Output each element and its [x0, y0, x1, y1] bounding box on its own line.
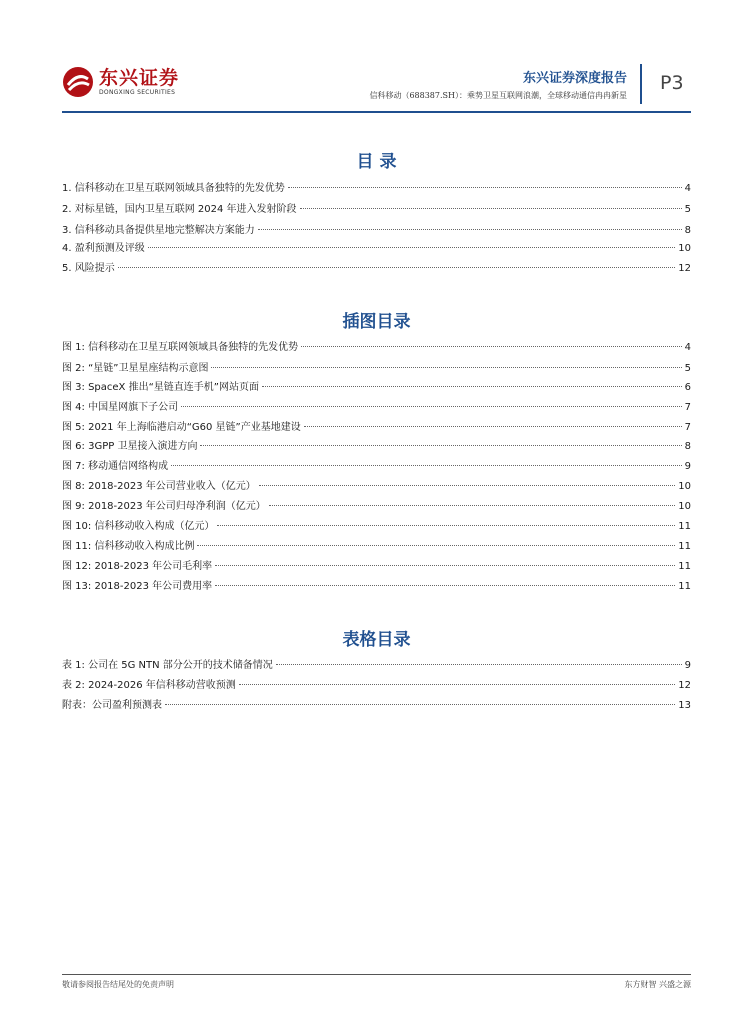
logo-name-cn: 东兴证券 — [99, 67, 180, 89]
figure-entry-page: 7 — [684, 422, 691, 433]
table-entry[interactable] — [62, 699, 691, 712]
figure-entry-label: 图 7: 移动通信网络构成 — [62, 461, 169, 472]
toc-entry-page: 5 — [684, 204, 691, 215]
leader-dots — [262, 386, 682, 387]
figure-entry-label: 图 11: 信科移动收入构成比例 — [62, 541, 195, 552]
leader-dots — [118, 267, 676, 268]
figure-entry[interactable] — [62, 520, 691, 533]
leader-dots — [217, 525, 675, 526]
leader-dots — [165, 704, 675, 705]
figure-entry[interactable] — [62, 460, 691, 473]
report-type-title: 东兴证券深度报告 — [522, 71, 627, 86]
figure-entry-label: 图 6: 3GPP 卫星接入演进方向 — [62, 441, 198, 452]
header-rule — [62, 111, 691, 113]
leader-dots — [181, 406, 682, 407]
figure-entry[interactable] — [62, 341, 691, 354]
table-entry-page: 12 — [678, 680, 691, 691]
figure-entry-label: 图 5: 2021 年上海临港启动“G60 星链”产业基地建设 — [62, 422, 301, 433]
figure-entry-page: 4 — [684, 342, 691, 353]
table-entry-label: 附表：公司盈利预测表 — [62, 700, 162, 711]
toc-entry-label: 4. 盈利预测及评级 — [62, 243, 145, 254]
figure-entry-page: 11 — [678, 561, 691, 572]
leader-dots — [301, 346, 682, 347]
figure-entry-page: 5 — [684, 363, 691, 374]
figure-entry-page: 9 — [684, 461, 691, 472]
figure-entry-page: 11 — [678, 581, 691, 592]
figure-entry-label: 图 4: 中国星网旗下子公司 — [62, 402, 179, 413]
page-number: P3 — [660, 72, 684, 94]
figure-entry[interactable] — [62, 401, 691, 414]
figure-entry-label: 图 12: 2018-2023 年公司毛利率 — [62, 561, 213, 572]
leader-dots — [269, 505, 675, 506]
figure-entry-label: 图 10: 信科移动收入构成（亿元） — [62, 521, 215, 532]
toc-entry[interactable] — [62, 262, 691, 275]
leader-dots — [276, 664, 682, 665]
figure-entry-page: 11 — [678, 521, 691, 532]
leader-dots — [300, 208, 682, 209]
toc-entry-label: 5. 风险提示 — [62, 263, 115, 274]
leader-dots — [215, 585, 675, 586]
footer-slogan: 东方财智 兴盛之源 — [624, 980, 691, 989]
toc-entry[interactable] — [62, 242, 691, 255]
toc-entry[interactable] — [62, 182, 691, 195]
figure-entry[interactable] — [62, 560, 691, 573]
toc-entry-label: 1. 信科移动在卫星互联网领域具备独特的先发优势 — [62, 183, 285, 194]
leader-dots — [288, 187, 682, 188]
table-entry[interactable] — [62, 679, 691, 692]
leader-dots — [200, 445, 681, 446]
leader-dots — [215, 565, 675, 566]
leader-dots — [197, 545, 675, 546]
figure-entry-label: 图 9: 2018-2023 年公司归母净利润（亿元） — [62, 501, 266, 512]
figure-entry-label: 图 13: 2018-2023 年公司费用率 — [62, 581, 213, 592]
leader-dots — [171, 465, 682, 466]
leader-dots — [239, 684, 675, 685]
leader-dots — [148, 247, 676, 248]
figure-entry-page: 10 — [678, 481, 691, 492]
table-entry-label: 表 2: 2024-2026 年信科移动营收预测 — [62, 680, 236, 691]
figure-entry-label: 图 1: 信科移动在卫星互联网领域具备独特的先发优势 — [62, 342, 299, 353]
figure-entry[interactable] — [62, 440, 691, 453]
figure-entry-label: 图 3: SpaceX 推出“星链直连手机”网站页面 — [62, 382, 259, 393]
figure-entry[interactable] — [62, 421, 691, 434]
figure-entry-page: 6 — [684, 382, 691, 393]
leader-dots — [258, 229, 682, 230]
figure-entry-label: 图 2: “星链”卫星星座结构示意图 — [62, 363, 209, 374]
company-logo — [62, 66, 179, 98]
header-divider-vertical — [640, 64, 642, 104]
toc-entry-page: 8 — [684, 225, 691, 236]
dongxing-logo-icon — [62, 66, 94, 98]
figure-entry[interactable] — [62, 540, 691, 553]
leader-dots — [259, 485, 675, 486]
toc-entry-page: 4 — [684, 183, 691, 194]
figure-entry-page: 7 — [684, 402, 691, 413]
toc-entry-label: 2. 对标星链，国内卫星互联网 2024 年进入发射阶段 — [62, 204, 297, 215]
table-entry-page: 9 — [684, 660, 691, 671]
table-entry-page: 13 — [678, 700, 691, 711]
figures-title: 插图目录 — [342, 312, 411, 332]
footer-rule — [62, 974, 691, 975]
figure-entry[interactable] — [62, 362, 691, 375]
toc-entry-label: 3. 信科移动具备提供星地完整解决方案能力 — [62, 225, 255, 236]
toc-entry[interactable] — [62, 203, 691, 216]
figure-entry-page: 8 — [684, 441, 691, 452]
tables-title: 表格目录 — [342, 630, 411, 650]
toc-entry-page: 10 — [678, 243, 691, 254]
logo-name-en: DONGXING SECURITIES — [99, 89, 176, 96]
figure-entry[interactable] — [62, 480, 691, 493]
table-entry[interactable] — [62, 659, 691, 672]
leader-dots — [304, 426, 682, 427]
figure-entry[interactable] — [62, 381, 691, 394]
figure-entry-page: 10 — [678, 501, 691, 512]
leader-dots — [211, 367, 681, 368]
footer-disclaimer: 敬请参阅报告结尾处的免责声明 — [62, 980, 174, 989]
report-subtitle: 信科移动（688387.SH）：乘势卫星互联网浪潮，全球移动通信冉冉新星 — [369, 91, 627, 100]
toc-title: 目 录 — [356, 152, 397, 172]
figure-entry[interactable] — [62, 500, 691, 513]
figure-entry-page: 11 — [678, 541, 691, 552]
figure-entry-label: 图 8: 2018-2023 年公司营业收入（亿元） — [62, 481, 256, 492]
toc-entry-page: 12 — [678, 263, 691, 274]
table-entry-label: 表 1: 公司在 5G NTN 部分公开的技术储备情况 — [62, 660, 273, 671]
figure-entry[interactable] — [62, 580, 691, 593]
toc-entry[interactable] — [62, 224, 691, 237]
